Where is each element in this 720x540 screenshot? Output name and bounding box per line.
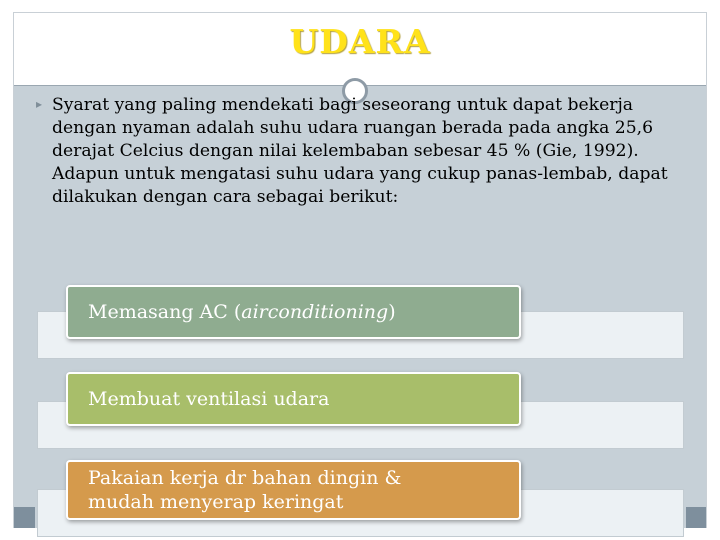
list-item-clothing bbox=[66, 460, 521, 520]
footer-strip-left bbox=[14, 507, 35, 528]
footer-strip-right bbox=[686, 507, 706, 528]
bullet-text: Syarat yang paling mendekati bagi seseorang untuk dapat bekerja dengan nyaman adalah suhu udara ruangan berada pada angka 25,6 derajat Celcius dengan nilai kelembaban sebesar 45 % (Gie, 1992). Adapun untuk mengatasi suhu udara yang cukup panas-lembab, dapat dilakukan dengan cara sebagai berikut: bbox=[52, 95, 668, 207]
list-item-label: Pakaian kerja dr bahan dingin & mudah menyerap keringat bbox=[88, 467, 402, 513]
list-item-label: Memasang AC (airconditioning) bbox=[88, 301, 396, 323]
bullet-arrow-icon: ▸ bbox=[36, 97, 43, 111]
bullet-paragraph bbox=[36, 94, 676, 209]
slide-title: UDARA bbox=[289, 22, 431, 61]
list-item-ac bbox=[66, 285, 521, 339]
list-item-ventilation bbox=[66, 372, 521, 426]
list-item-label: Membuat ventilasi udara bbox=[88, 388, 330, 410]
